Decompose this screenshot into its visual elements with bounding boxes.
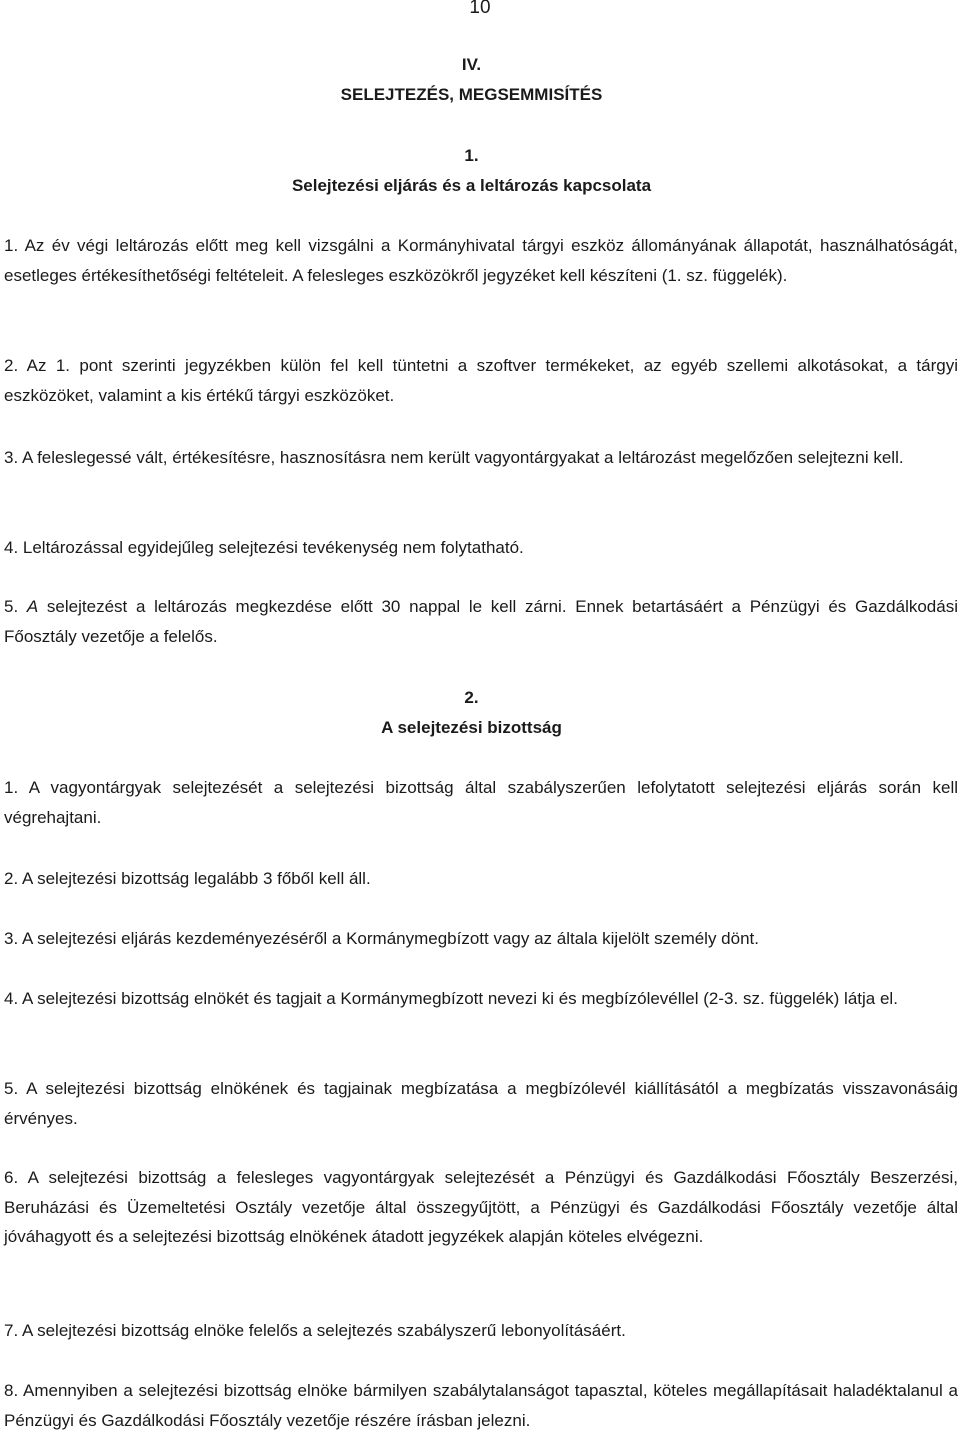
italic-word: A bbox=[26, 597, 39, 616]
section-1-paragraph-4: 4. Leltározással egyidejűleg selejtezési tevékenység nem folytatható. bbox=[4, 538, 524, 557]
section-1-number: 1. bbox=[464, 146, 479, 165]
page-number: 10 bbox=[469, 0, 491, 18]
section-2-paragraph-1: 1. A vagyontárgyak selejtezését a selejtezési bizottság által szabályszerűen lefolytatott selejtezési eljárás során kell végrehajtani. bbox=[4, 778, 958, 827]
section-2-paragraph-8: 8. Amennyiben a selejtezési bizottság elnöke bármilyen szabálytalanságot tapasztal, köteles megállapításait haladéktalanul a Pénzügyi és Gazdálkodási Főosztály vezetője részére írásban jelezni. bbox=[4, 1381, 958, 1430]
chapter-title: SELEJTEZÉS, MEGSEMMISÍTÉS bbox=[340, 85, 603, 104]
section-2-paragraph-4: 4. A selejtezési bizottság elnökét és tagjait a Kormánymegbízott nevezi ki és megbízólevéllel (2-3. sz. függelék) látja el. bbox=[4, 989, 898, 1008]
section-2-title: A selejtezési bizottság bbox=[381, 718, 562, 737]
section-1-title: Selejtezési eljárás és a leltározás kapcsolata bbox=[291, 176, 652, 195]
section-2-number: 2. bbox=[464, 688, 479, 707]
section-1-paragraph-1: 1. Az év végi leltározás előtt meg kell vizsgálni a Kormányhivatal tárgyi eszköz állományának állapotát, használhatóságát, esetleges értékesíthetőségi feltételeit. A felesleges eszközökről jegyzéket kell készíteni (1. sz. függelék). bbox=[4, 236, 958, 285]
section-2-paragraph-2: 2. A selejtezési bizottság legalább 3 főből kell áll. bbox=[4, 869, 371, 888]
section-2-paragraph-6: 6. A selejtezési bizottság a felesleges vagyontárgyak selejtezését a Pénzügyi és Gazdálkodási Főosztály Beszerzési, Beruházási és Üzemeltetési Osztály vezetője által összegyűjtött, a Pénzügyi és Gazdálkodási Főosztály vezetője által jóváhagyott és a selejtezési bizottság elnökének átadott jegyzékek alapján köteles elvégezni. bbox=[4, 1168, 958, 1246]
chapter-number: IV. bbox=[461, 55, 482, 74]
section-1-paragraph-3: 3. A feleslegessé vált, értékesítésre, hasznosításra nem került vagyontárgyakat a leltározást megelőzően selejtezni kell. bbox=[4, 448, 904, 467]
paragraph-text: selejtezést a leltározás megkezdése előtt 30 nappal le kell zárni. Ennek betartásáért a Pénzügyi és Gazdálkodási Főosztály vezetője a felelős. bbox=[4, 597, 958, 646]
section-2-paragraph-3: 3. A selejtezési eljárás kezdeményezéséről a Kormánymegbízott vagy az általa kijelölt személy dönt. bbox=[4, 929, 759, 948]
section-2-paragraph-7: 7. A selejtezési bizottság elnöke felelős a selejtezés szabályszerű lebonyolításáért. bbox=[4, 1321, 626, 1340]
section-2-paragraph-5: 5. A selejtezési bizottság elnökének és tagjainak megbízatása a megbízólevél kiállításától a megbízatás visszavonásáig érvényes. bbox=[4, 1079, 958, 1128]
section-1-paragraph-5 bbox=[4, 592, 958, 651]
section-1-paragraph-2: 2. Az 1. pont szerinti jegyzékben külön fel kell tüntetni a szoftver termékeket, az egyéb szellemi alkotásokat, a tárgyi eszközöket, valamint a kis értékű tárgyi eszközöket. bbox=[4, 356, 958, 405]
paragraph-number: 5. bbox=[4, 597, 27, 616]
